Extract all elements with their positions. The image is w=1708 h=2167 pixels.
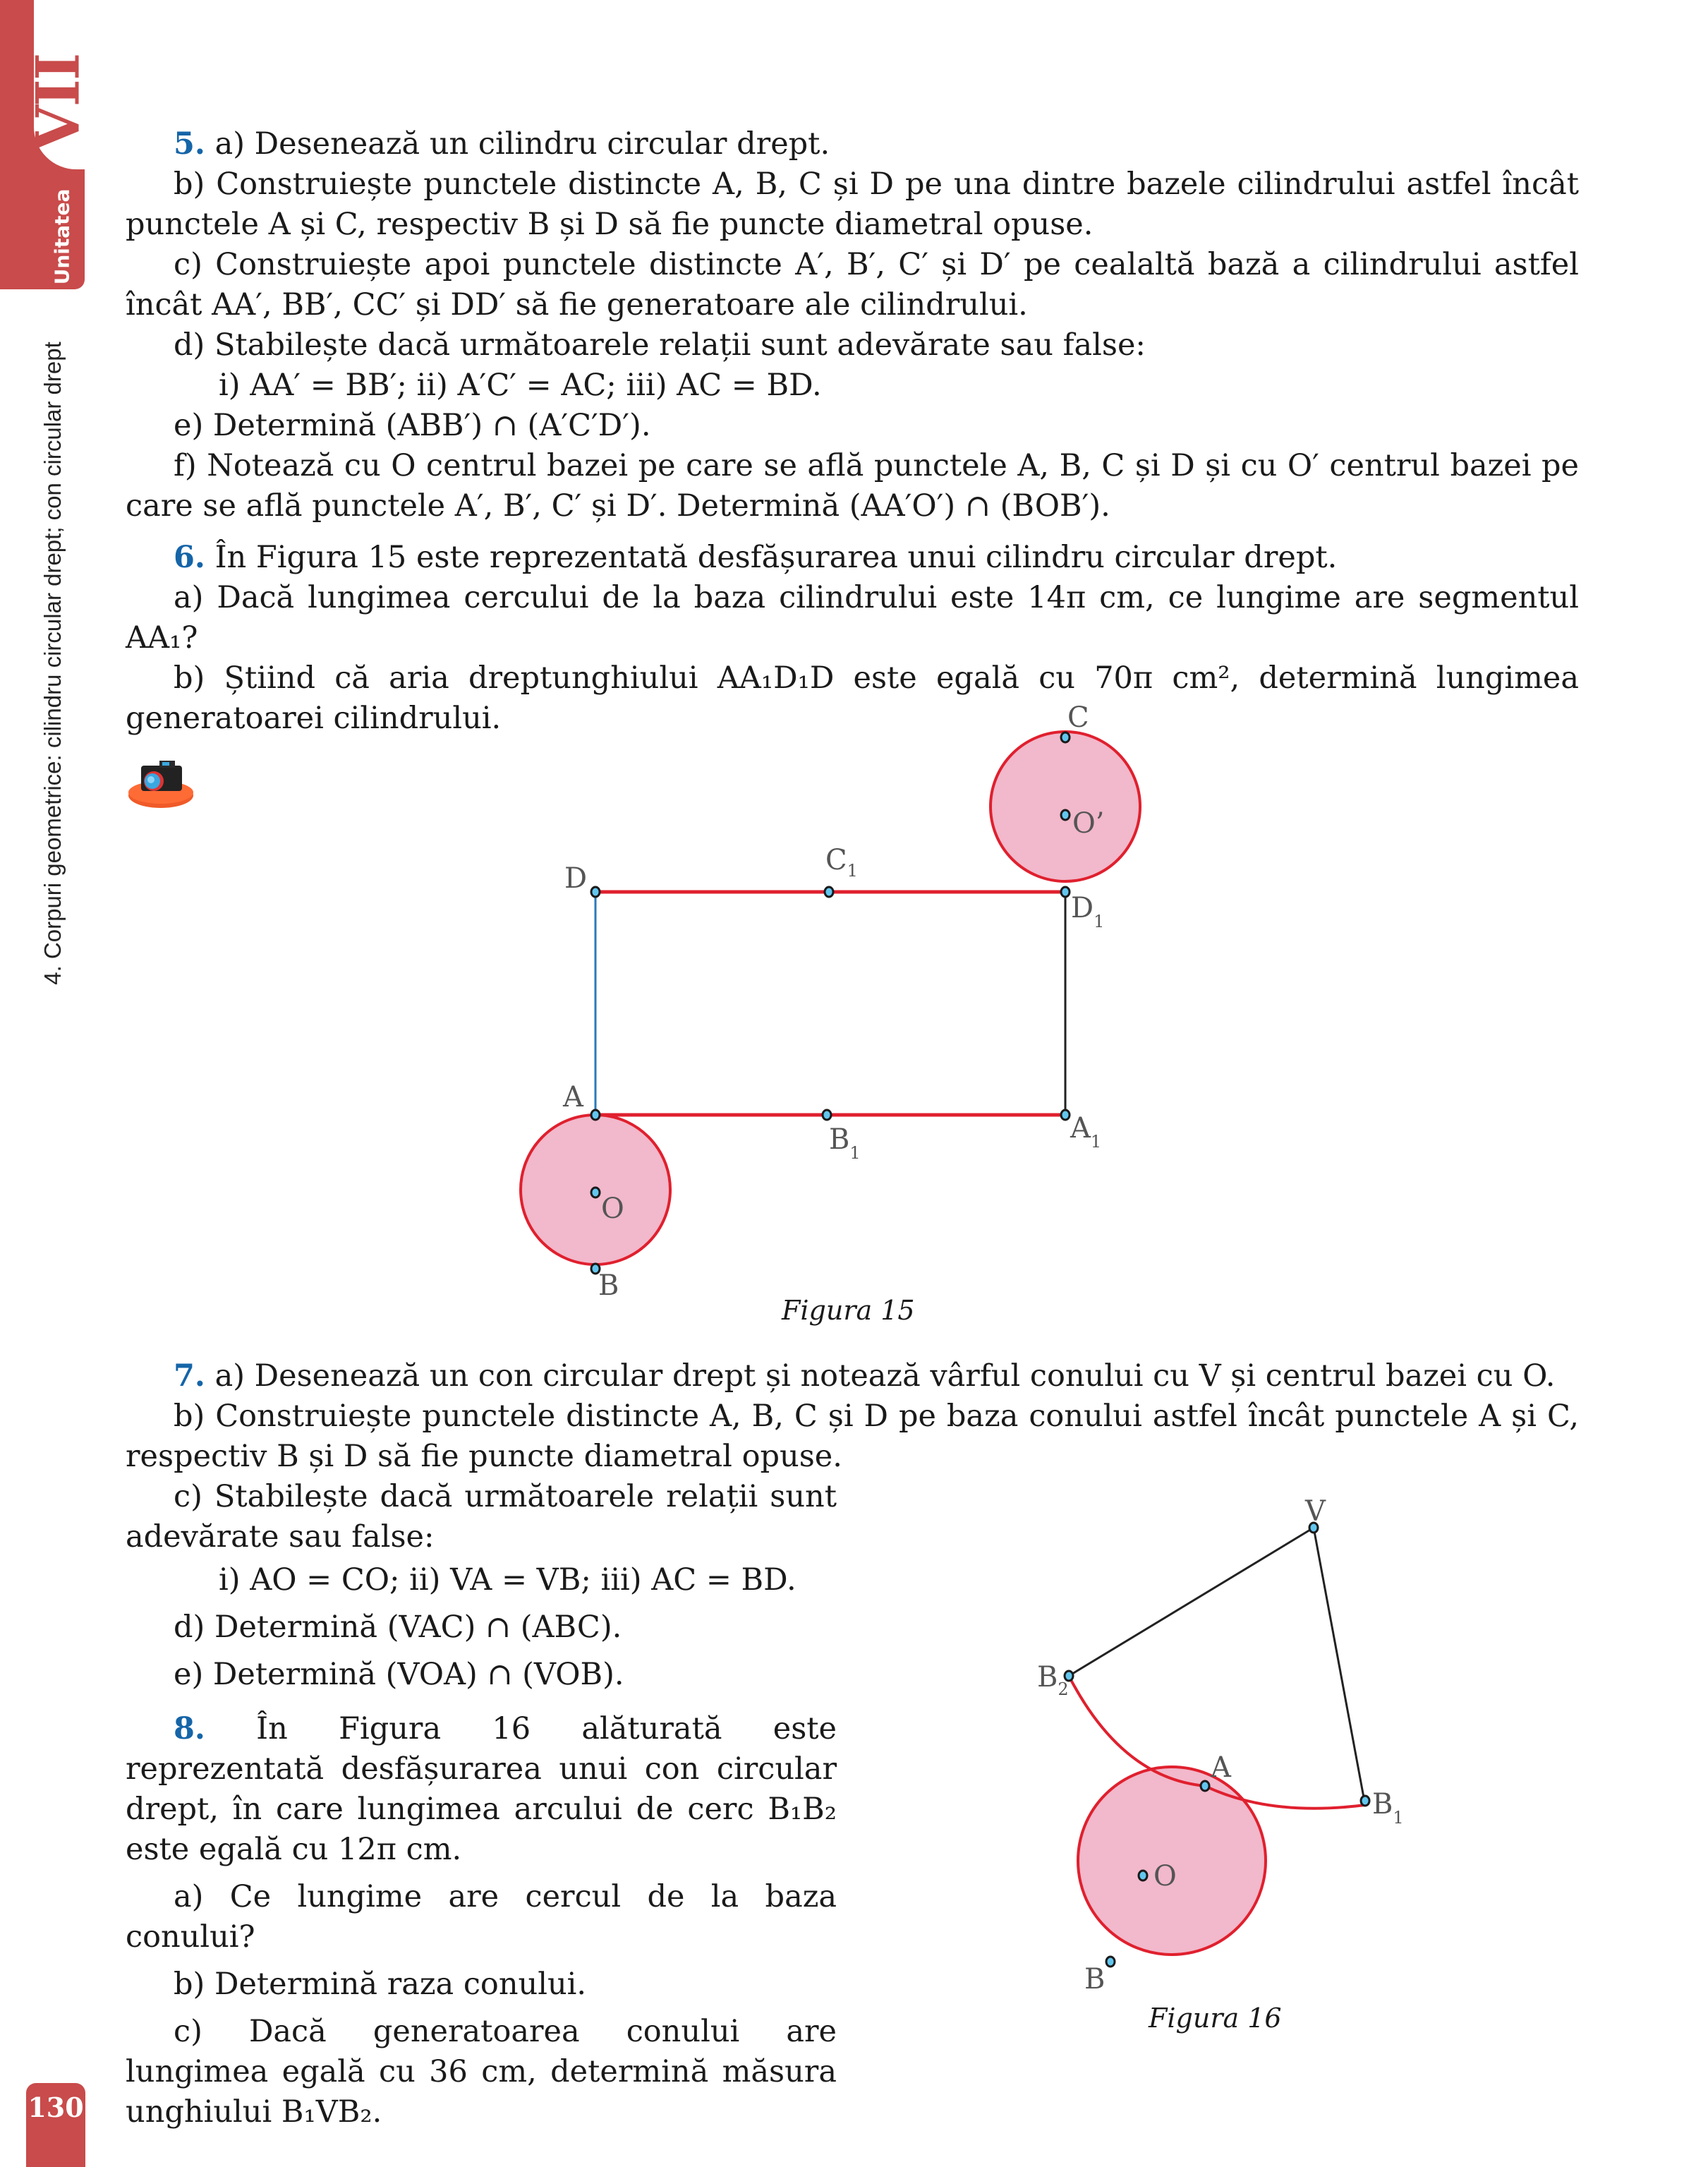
ex8-intro: În Figura 16 alăturată este reprezentată desfășurarea unui con circular drept, în care lungimea arcului de cerc B₁B₂ este egală cu 12π cm. — [126, 1711, 837, 1867]
ex7-d: d) Determină (VAC) ∩ (ABC). — [174, 1610, 622, 1645]
exercise-number: 8. — [174, 1711, 205, 1746]
label-D1: $D_1$ — [1071, 892, 1105, 931]
ex7-b: b) Construiește punctele distincte A, B, C și D pe baza conului astfel încât punctele A și C, respectiv B și D să fie puncte diametral opuse. — [126, 1399, 1579, 1474]
label-A: A — [563, 1081, 583, 1113]
label-A: A — [1211, 1751, 1231, 1784]
chapter-title-text: 4. Corpuri geometrice: cilindru circular drept; con circular drept — [40, 342, 66, 985]
label-A1: $A_1$ — [1070, 1112, 1102, 1152]
ex5-a: a) Desenează un cilindru circular drept. — [214, 126, 830, 162]
ex5-f: f) Notează cu O centrul bazei pe care se află punctele A, B, C și D și cu O′ centrul bazei pe care se află punctele A′, B′, C′ și D′. Determină (AA′O′) ∩ (BOB′). — [126, 448, 1579, 524]
ex6-intro: În Figura 15 este reprezentată desfășurarea unui cilindru circular drept. — [214, 540, 1338, 575]
label-C1: $C_1$ — [825, 844, 858, 881]
page-number-text: 130 — [28, 2091, 84, 2123]
label-B: B — [1084, 1963, 1106, 1996]
chapter-title — [35, 310, 71, 1016]
ex8-c: c) Dacă generatoarea conului are lungimea egală cu 36 cm, determină măsura unghiului B₁VB₂. — [126, 2014, 837, 2130]
ex5-d: d) Stabilește dacă următoarele relații sunt adevărate sau false: — [174, 327, 1146, 363]
label-B1: $B_1$ — [1372, 1788, 1404, 1828]
exercise-number: 5. — [174, 126, 205, 162]
page-number — [26, 2083, 85, 2167]
label-B: B — [598, 1269, 619, 1298]
label-O: O — [601, 1193, 624, 1225]
camera-icon[interactable] — [126, 751, 203, 815]
exercise-number: 7. — [174, 1358, 205, 1394]
ex5-d-items: i) AA′ = BB′; ii) A′C′ = AC; iii) AC = BD. — [219, 368, 822, 403]
label-B1: $B_1$ — [829, 1123, 861, 1163]
label-C: C — [1067, 701, 1089, 734]
unit-roman-numeral — [23, 49, 93, 155]
unit-label-text: Unitatea — [50, 188, 74, 284]
page-content — [126, 124, 1579, 739]
figure-16-cone-net — [1002, 1468, 1439, 2032]
ex6-b: b) Știind că aria dreptunghiului AA₁D₁D este egală cu 70π cm², determină lungimea generatoarei cilindrului. — [126, 660, 1579, 736]
ex7-c: c) Stabilește dacă următoarele relații sunt adevărate sau false: — [126, 1479, 837, 1555]
exercise-5 — [126, 124, 1579, 526]
ex5-b: b) Construiește punctele distincte A, B, C și D pe una dintre bazele cilindrului astfel încât punctele A și C, respectiv B și D să fie puncte diametral opuse. — [126, 167, 1579, 242]
ex7-a: a) Desenează un con circular drept și notează vârful conului cu V și centrul bazei cu O. — [214, 1358, 1556, 1394]
ex8-b: b) Determină raza conului. — [174, 1967, 587, 2002]
ex7-e: e) Determină (VOA) ∩ (VOB). — [174, 1657, 624, 1692]
exercise-number: 6. — [174, 540, 205, 575]
label-O: O — [1153, 1860, 1177, 1893]
ex7-c-items: i) AO = CO; ii) VA = VB; iii) AC = BD. — [219, 1562, 797, 1598]
unit-label — [41, 188, 83, 284]
unit-roman-text: VII — [23, 54, 93, 151]
ex5-c: c) Construiește apoi punctele distincte A′, B′, C′ și D′ pe cealaltă bază a cilindrului astfel încât AA′, BB′, CC′ și DD′ să fie generatoare ale cilindrului. — [126, 247, 1579, 322]
exercise-8 — [126, 1709, 837, 2132]
ex8-a: a) Ce lungime are cercul de la baza conului? — [126, 1879, 837, 1955]
ex6-a: a) Dacă lungimea cercului de la baza cilindrului este 14π cm, ce lungime are segmentul AA₁? — [126, 580, 1579, 656]
label-B2: $B_2$ — [1037, 1661, 1069, 1699]
label-V: V — [1305, 1495, 1326, 1528]
label-D: D — [564, 862, 588, 895]
figure-16-caption: Figura 16 — [1149, 2003, 1282, 2034]
figure-15-cylinder-net — [494, 692, 1199, 1298]
figure-15-caption: Figura 15 — [782, 1295, 915, 1326]
label-O-prime: O’ — [1072, 807, 1105, 840]
ex5-e: e) Determină (ABB′) ∩ (A′C′D′). — [174, 408, 651, 443]
